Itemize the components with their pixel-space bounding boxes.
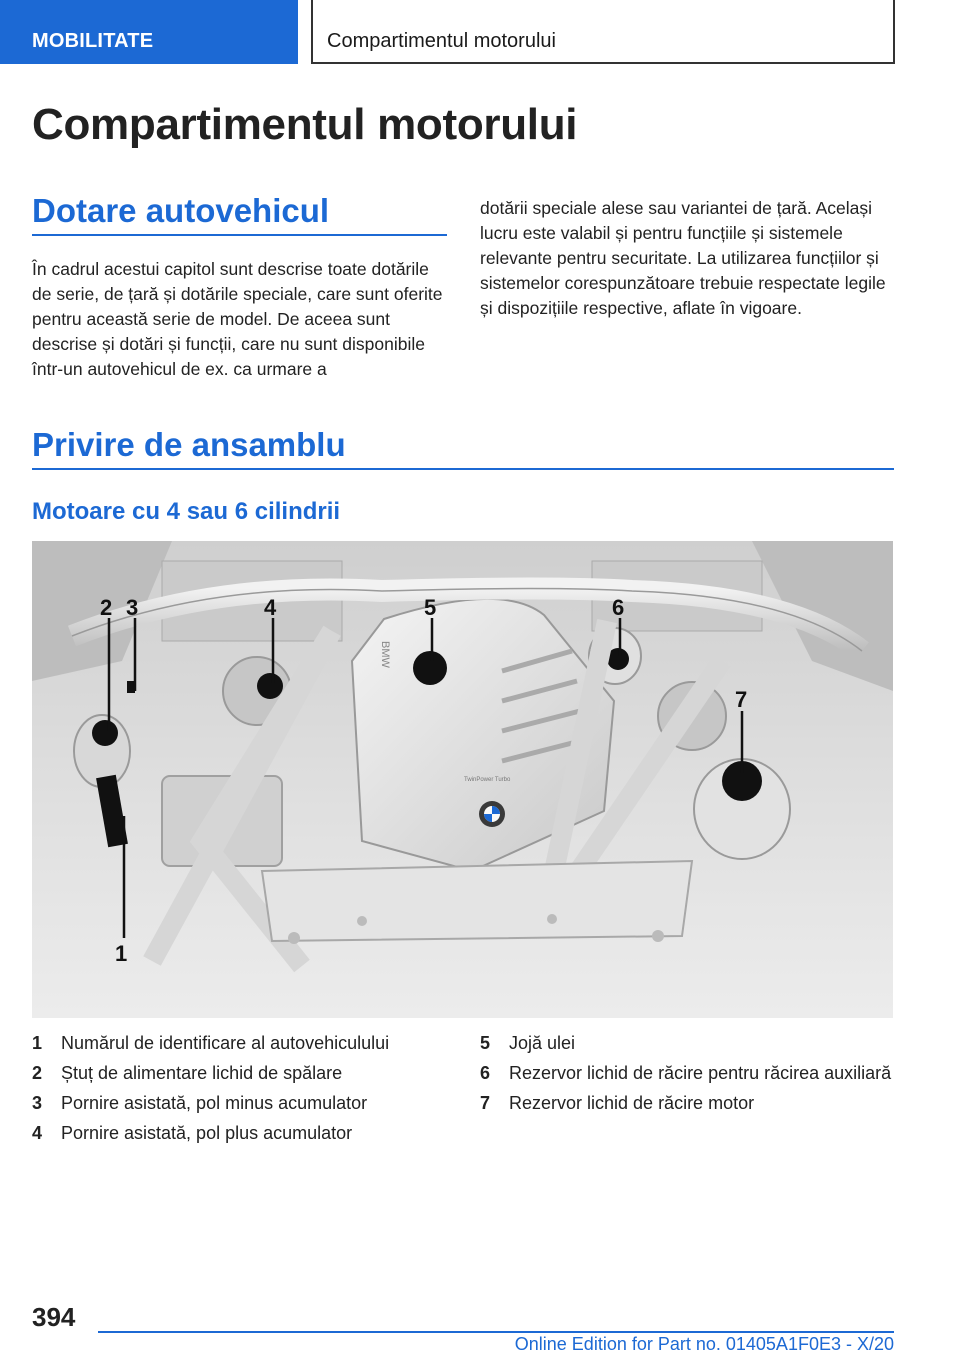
- section-rule-overview: [32, 468, 894, 470]
- legend-left: [32, 1028, 452, 1148]
- legend-number: 1: [32, 1033, 43, 1053]
- legend-right: [480, 1028, 894, 1118]
- callout-1: 1: [115, 941, 128, 966]
- legend-text: Pornire asistată, pol plus acumulator: [61, 1123, 353, 1143]
- callout-5: 5: [424, 595, 437, 620]
- cover-small-text: TwinPower Turbo: [464, 777, 511, 783]
- callout-2: 2: [100, 595, 113, 620]
- legend-item: [32, 1118, 452, 1148]
- paragraph-dotare-left: În cadrul acestui capitol sunt descrise toate dotările de serie, de țară și dotările speciale, care sunt oferite pentru această serie de model. De aceea sunt descrise și dotări și funcții, care nu sunt disponibile într-un autovehicul de ex. ca urmare a: [32, 259, 443, 379]
- legend-item: [32, 1088, 452, 1118]
- callout-6: 6: [612, 595, 625, 620]
- legend-number: 2: [32, 1063, 43, 1083]
- header-section-tab: MOBILITATE: [0, 0, 298, 64]
- legend-text: Pornire asistată, pol minus acumulator: [61, 1093, 368, 1113]
- header-chapter-title: Compartimentul motorului: [311, 0, 895, 64]
- legend-text: Jojă ulei: [509, 1033, 576, 1053]
- legend-text: Numărul de identificare al autovehiculului: [61, 1033, 390, 1053]
- callout-4: 4: [264, 595, 277, 620]
- page-number: 394: [32, 1302, 76, 1332]
- footer-rule: [98, 1331, 894, 1333]
- page-title: Compartimentul motorului: [32, 100, 578, 149]
- section-heading-dotare: Dotare autovehicul: [32, 192, 330, 229]
- section-heading-overview: Privire de ansamblu: [32, 426, 346, 463]
- paragraph-dotare-right: dotării speciale alese sau variantei de țară. Același lucru este valabil și pentru funcțiile și sistemele relevante pentru securitate. La utilizarea funcțiilor și sistemelor corespunzătoare trebuie respectate legile și dispozițiile respective, aflate în vigoare.: [480, 198, 886, 318]
- section-rule-dotare: [32, 234, 447, 236]
- footer-edition-link[interactable]: Online Edition for Part no. 01405A1F0E3 - X/20: [514, 1334, 894, 1354]
- legend-number: 6: [480, 1063, 491, 1083]
- legend-text: Ștuț de alimentare lichid de spălare: [61, 1063, 343, 1083]
- callout-3: 3: [126, 595, 139, 620]
- legend-item: [32, 1058, 452, 1088]
- legend-item: [32, 1028, 452, 1058]
- legend-item: [480, 1088, 894, 1118]
- legend-item: [480, 1028, 894, 1058]
- legend-number: 5: [480, 1033, 491, 1053]
- legend-text: Rezervor lichid de răcire pentru răcirea auxiliară: [509, 1063, 892, 1083]
- legend-item: [480, 1058, 894, 1088]
- callout-7: 7: [735, 687, 748, 712]
- engine-bay-figure: [32, 541, 893, 1018]
- cover-logo-text: BMW: [379, 641, 391, 668]
- legend-number: 7: [480, 1093, 491, 1113]
- legend-number: 4: [32, 1123, 43, 1143]
- subheading-engines: Motoare cu 4 sau 6 cilindrii: [32, 498, 341, 525]
- engine-bay-illustration: [32, 541, 893, 1018]
- legend-text: Rezervor lichid de răcire motor: [509, 1093, 755, 1113]
- legend-number: 3: [32, 1093, 43, 1113]
